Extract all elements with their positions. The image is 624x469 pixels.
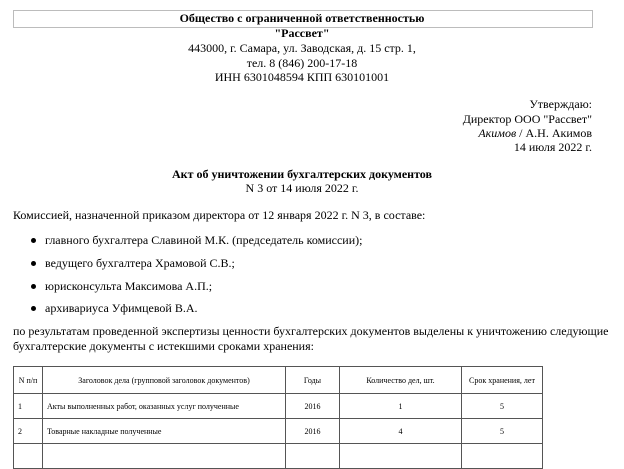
- header-year: Годы: [286, 367, 340, 394]
- header-title: Заголовок дела (групповой заголовок документов): [43, 367, 286, 394]
- commission-member: [31, 301, 198, 316]
- cell-title: Товарные накладные полученные: [43, 419, 286, 444]
- cell-term: 5: [462, 419, 543, 444]
- header-num: N п/п: [14, 367, 43, 394]
- org-name: Общество с ограниченной ответственностью: [179, 11, 425, 25]
- table-row-empty: [14, 444, 543, 469]
- commission-member: [31, 256, 235, 271]
- bullet-icon: [31, 306, 36, 311]
- documents-table: [13, 366, 543, 469]
- cell-qty: 4: [340, 419, 462, 444]
- member-text: ведущего бухгалтера Храмовой С.В.;: [45, 256, 235, 270]
- header-qty: Количество дел, шт.: [340, 367, 462, 394]
- cell-year: 2016: [286, 394, 340, 419]
- conclusion-line2: бухгалтерские документы с истекшими сроками хранения:: [13, 339, 314, 353]
- commission-member: [31, 233, 362, 248]
- commission-member: [31, 279, 212, 294]
- header-term: Срок хранения, лет: [462, 367, 543, 394]
- cell-num: 2: [14, 419, 43, 444]
- act-title: Акт об уничтожении бухгалтерских документов: [172, 167, 432, 181]
- bullet-icon: [31, 284, 36, 289]
- conclusion-line1: по результатам проведенной экспертизы ценности бухгалтерских документов выделены к уничтожению следующие: [13, 324, 609, 338]
- org-address: 443000, г. Самара, ул. Заводская, д. 15 стр. 1,: [188, 41, 416, 55]
- member-text: юрисконсульта Максимова А.П.;: [45, 279, 213, 293]
- approval-signature: Акимов: [478, 126, 517, 140]
- org-short-name: "Рассвет": [274, 26, 330, 40]
- bullet-icon: [31, 238, 36, 243]
- table-row: [14, 394, 543, 419]
- cell-term: 5: [462, 394, 543, 419]
- approval-name: / А.Н. Акимов: [519, 126, 592, 140]
- approval-signature-line: [478, 126, 592, 141]
- org-phone: тел. 8 (846) 200-17-18: [246, 56, 358, 70]
- cell-qty: 1: [340, 394, 462, 419]
- org-ids: ИНН 6301048594 КПП 630101001: [214, 70, 390, 84]
- approval-label: Утверждаю:: [529, 97, 592, 111]
- member-text: главного бухгалтера Славиной М.К. (председатель комиссии);: [45, 233, 363, 247]
- approval-position: Директор ООО "Рассвет": [462, 112, 592, 126]
- approval-date: 14 июля 2022 г.: [513, 140, 592, 154]
- member-text: архивариуса Уфимцевой В.А.: [45, 301, 198, 315]
- act-number: N 3 от 14 июля 2022 г.: [245, 181, 359, 195]
- table-row: [14, 419, 543, 444]
- bullet-icon: [31, 261, 36, 266]
- table-header-row: [14, 367, 543, 394]
- cell-num: 1: [14, 394, 43, 419]
- commission-intro: Комиссией, назначенной приказом директора от 12 января 2022 г. N 3, в составе:: [13, 208, 426, 222]
- cell-year: 2016: [286, 419, 340, 444]
- cell-title: Акты выполненных работ, оказанных услуг полученные: [43, 394, 286, 419]
